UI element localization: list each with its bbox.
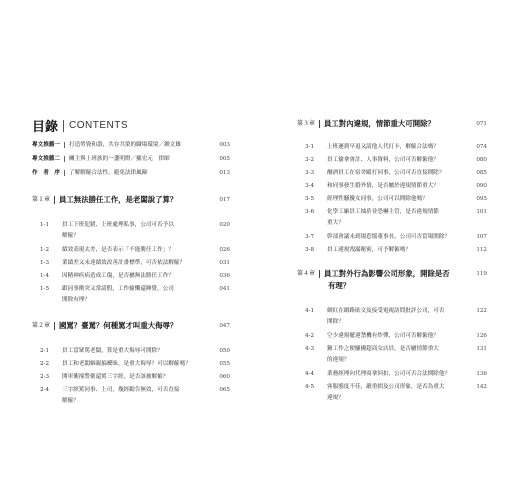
front-matter-item[interactable]	[32, 168, 230, 179]
page-number: 017	[219, 197, 230, 203]
item-text: 解僱？	[62, 398, 79, 404]
item-text: 員工當眾罵老闆，算是重大侮辱可開除？	[62, 348, 163, 354]
page-number: 136	[476, 371, 487, 377]
title-divider	[63, 120, 64, 132]
chapter-heading[interactable]	[32, 320, 230, 332]
item-text: 員工下班犯錯、上班處理私事，公司可否予以	[62, 222, 174, 228]
toc-item[interactable]	[305, 194, 487, 205]
item-number: 4-1	[305, 308, 315, 314]
item-text: 空少違規擺違禁機有炸彈，公司可否解僱他？	[327, 333, 439, 339]
page-number: 131	[476, 346, 487, 352]
chapter-heading[interactable]	[297, 118, 487, 130]
divider	[64, 156, 65, 162]
page-number: 090	[476, 183, 487, 189]
toc-heading	[32, 116, 128, 135]
toc-item[interactable]	[305, 155, 487, 166]
page-number: 031	[219, 260, 230, 266]
toc-item[interactable]	[40, 245, 230, 256]
chapter-title-line2: 有理？	[328, 281, 351, 290]
divider	[64, 170, 65, 176]
front-matter-text: 打造勞資和諧，共存共榮的職場環境／鍾文雄	[68, 142, 181, 148]
item-number: 3-4	[305, 183, 315, 189]
item-text: 三字經罵同事、上司，幾經勸告無效，可否直接	[62, 387, 180, 393]
chapter-label: 第２章	[32, 322, 51, 329]
item-text: 上班遲到早退又請他人代打卡，解僱合法嗎？	[327, 144, 439, 150]
item-number: 2-1	[40, 348, 50, 354]
item-text: 化學工廠員工抽菸並恐嚇主管，是否違規情節	[327, 209, 439, 215]
page-number: 112	[476, 247, 487, 253]
item-number: 2-3	[40, 374, 50, 380]
item-number: 3-8	[305, 247, 315, 253]
item-number: 4-2	[305, 333, 315, 339]
page-number: 119	[476, 271, 487, 277]
toc-item[interactable]	[305, 344, 487, 366]
toc-item[interactable]	[40, 346, 230, 357]
page-number: 055	[219, 361, 230, 367]
front-matter-item[interactable]	[32, 154, 230, 165]
page-number: 126	[476, 333, 487, 339]
chapter-label: 第４章	[297, 270, 316, 277]
item-text: 員工違規洩漏秘密，可予解僱嗎？	[327, 247, 411, 253]
item-text: 違規？	[327, 395, 344, 401]
toc-item[interactable]	[40, 372, 230, 383]
item-number: 3-1	[305, 144, 315, 150]
toc-title-zh: 目錄	[32, 120, 59, 135]
toc-item[interactable]	[305, 306, 487, 328]
page-number: 013	[219, 170, 230, 176]
item-number: 1-5	[40, 286, 50, 292]
item-text: 因精神疾病造成工傷，是否屬無法勝任工作？	[62, 273, 174, 279]
front-matter-label: 作 者 序	[32, 170, 60, 176]
item-number: 1-4	[40, 273, 50, 279]
page-number: 041	[219, 286, 230, 292]
chapter-heading[interactable]	[297, 268, 487, 294]
divider	[54, 196, 55, 204]
page-number: 074	[476, 144, 487, 150]
front-matter-item[interactable]	[32, 140, 230, 151]
page-number: 020	[219, 222, 230, 228]
item-number: 3-2	[305, 157, 315, 163]
item-number: 1-3	[40, 260, 50, 266]
toc-item[interactable]	[40, 385, 230, 407]
item-number: 3-5	[305, 196, 315, 202]
front-matter-text: 關主與上班族的一盞明燈／羅宏元 律師	[68, 156, 170, 162]
page-number: 080	[476, 157, 487, 163]
item-text: 和同事發生婚外情，是否屬於違規情節重大？	[327, 183, 439, 189]
item-text: 酗酒員工在宿舍毆打同事，公司可否直接開除？	[327, 170, 445, 176]
toc-item[interactable]	[305, 168, 487, 179]
item-number: 4-5	[305, 384, 315, 390]
toc-item[interactable]	[40, 284, 230, 306]
chapter-label: 第１章	[32, 196, 51, 203]
toc-item[interactable]	[305, 382, 487, 404]
page-number: 085	[476, 170, 487, 176]
page-number: 060	[219, 374, 230, 380]
item-text: 業績差又未達績效改善計畫標準，可否依法解僱？	[62, 260, 186, 266]
toc-item[interactable]	[40, 258, 230, 269]
item-text: 幹部會議未到場惹惱董事長，公司可否當場開除？	[327, 234, 451, 240]
item-text: 客服態度不佳，嚴重損及公司形象，是否為重大	[327, 384, 445, 390]
divider	[319, 270, 320, 278]
item-number: 3-7	[305, 234, 315, 240]
item-text: 開除有理？	[62, 297, 90, 303]
toc-item[interactable]	[40, 220, 230, 242]
item-number: 2-2	[40, 361, 50, 367]
toc-item[interactable]	[305, 181, 487, 192]
page-number: 095	[476, 196, 487, 202]
chapter-heading[interactable]	[32, 194, 230, 206]
chapter-label: 第３章	[297, 120, 316, 127]
divider	[319, 120, 320, 128]
toc-item[interactable]	[305, 207, 487, 229]
item-number: 1-2	[40, 247, 50, 253]
toc-item[interactable]	[40, 359, 230, 370]
chapter-title: 員工無法勝任工作，是老闆說了算？	[59, 195, 178, 204]
divider	[64, 142, 65, 148]
item-number: 1-1	[40, 222, 50, 228]
item-text: 開車衝撞警衛還罵三字經，是否該被解僱？	[62, 374, 169, 380]
item-text: 跟同事衝突又常請假，工作偷懶還睡覺，公司	[62, 286, 174, 292]
front-matter-label: 專文推薦二	[32, 156, 60, 162]
toc-item[interactable]	[305, 331, 487, 342]
item-number: 3-3	[305, 170, 315, 176]
front-matter-text: 了解解僱合法性，避免法律風險	[68, 170, 148, 176]
item-text: 員工偷拿會計、人事資料，公司可否解僱他？	[327, 157, 439, 163]
toc-item[interactable]	[305, 245, 487, 256]
toc-title-en: CONTENTS	[69, 120, 129, 131]
item-text: 解僱？	[62, 233, 79, 239]
divider	[54, 322, 55, 330]
page-number: 003	[219, 142, 230, 148]
chapter-title: 員工對外行為影響公司形象，開除是否	[324, 269, 450, 278]
page-number: 036	[219, 273, 230, 279]
item-text: 績效表現太差，是否表示「不能勝任工作」？	[62, 247, 174, 253]
front-matter-label: 專文推薦一	[32, 142, 60, 148]
page-number: 050	[219, 348, 230, 354]
item-text: 的違規？	[327, 357, 350, 363]
page-number: 047	[219, 323, 230, 329]
toc-item[interactable]	[40, 271, 230, 282]
item-text: 網紅在網路貼文及接受電視訪問批評公司，可否	[327, 308, 445, 314]
item-text: 業務經理向代理商拿回扣，公司可否合法開除他？	[327, 371, 451, 377]
page-number: 122	[476, 308, 487, 314]
page-number: 071	[476, 121, 487, 127]
item-number: 2-4	[40, 387, 50, 393]
toc-item[interactable]	[305, 232, 487, 243]
page-number: 101	[476, 209, 487, 215]
chapter-title: 員工對內違規，情節重大可開除？	[324, 119, 435, 128]
item-text: 經理性騷擾女同事，公司可以開除他嗎？	[327, 196, 428, 202]
page-number: 005	[219, 156, 230, 162]
item-text: 鐘工作之便騷擾超商女店員，是否屬情節重大	[327, 346, 439, 352]
item-text: 開除？	[327, 319, 344, 325]
toc-item[interactable]	[305, 142, 487, 153]
page-number: 107	[476, 234, 487, 240]
item-number: 3-6	[305, 209, 315, 215]
chapter-title: 國罵？臺罵？何種罵才叫重大侮辱？	[59, 321, 178, 330]
page-number: 026	[219, 247, 230, 253]
item-number: 4-4	[305, 371, 315, 377]
toc-item[interactable]	[305, 369, 487, 380]
page-number: 142	[476, 384, 487, 390]
item-text: 重大？	[327, 220, 344, 226]
item-number: 4-3	[305, 346, 315, 352]
page-number: 065	[219, 387, 230, 393]
item-text: 員工和老闆姻親搞曖昧，是重大侮辱？可以解僱嗎？	[62, 361, 191, 367]
